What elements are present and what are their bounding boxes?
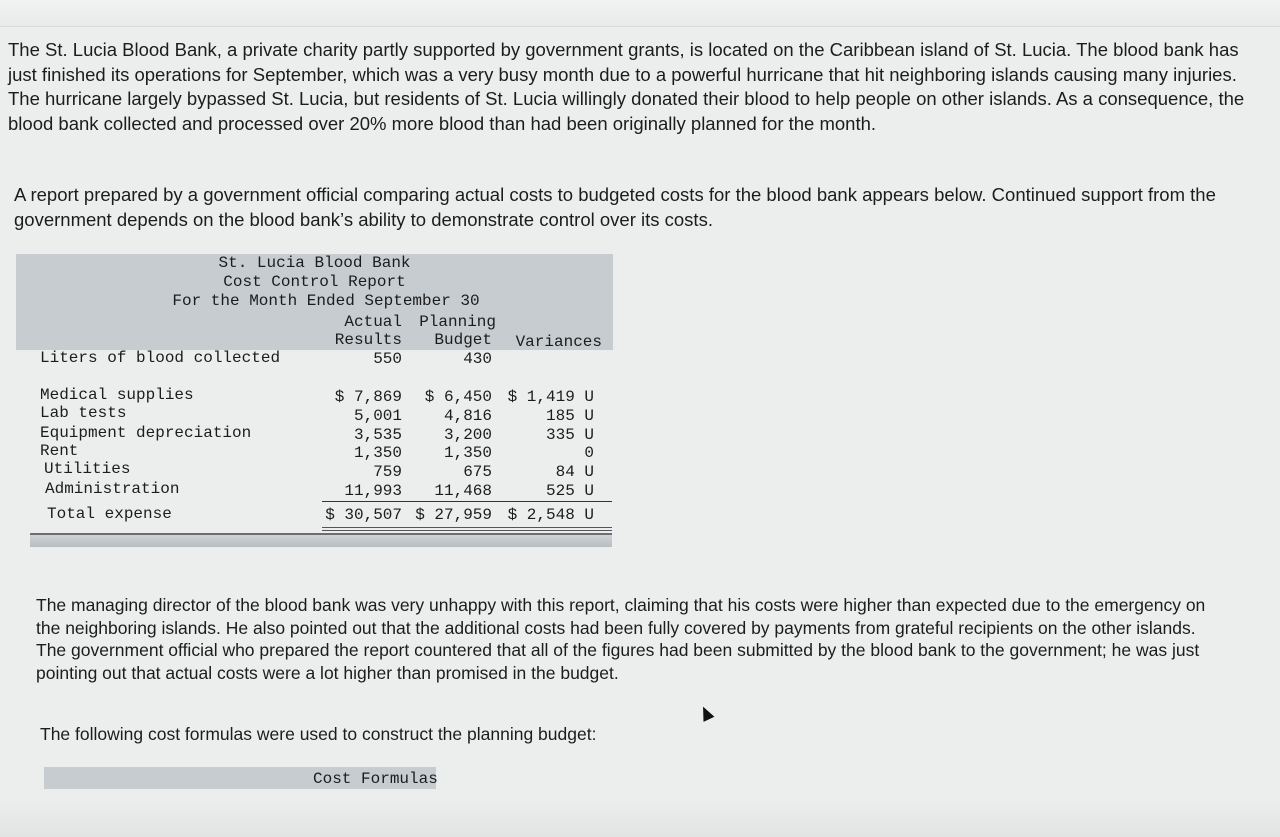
col-head-budget-1: Planning	[419, 313, 496, 331]
row-variance-utilities: 84 U	[555, 463, 594, 481]
total-budget: $ 27,959	[415, 506, 492, 524]
col-head-budget-2: Budget	[434, 331, 492, 349]
total-actual: $ 30,507	[325, 506, 402, 524]
row-budget-lab-tests: 4,816	[443, 407, 492, 425]
row-actual-utilities: 759	[373, 463, 402, 481]
cost-formulas-header: Cost Formulas	[313, 770, 438, 788]
col-head-variances: Variances	[515, 333, 602, 351]
row-variance-equipment-depreciation: 335 U	[545, 426, 594, 444]
row-actual-administration: 11,993	[344, 482, 402, 500]
report-title: St. Lucia Blood Bank	[218, 254, 411, 272]
row-label-administration: Administration	[45, 480, 180, 498]
liters-budget: 430	[463, 350, 492, 368]
row-variance-medical-supplies: $ 1,419 U	[507, 388, 594, 406]
browser-top-strip	[0, 0, 1280, 27]
row-budget-rent: 1,350	[443, 444, 492, 462]
row-actual-medical-supplies: $ 7,869	[334, 388, 402, 406]
liters-label: Liters of blood collected	[40, 349, 281, 367]
row-budget-administration: 11,468	[434, 482, 492, 500]
report-footer-bar	[30, 533, 612, 547]
row-label-lab-tests: Lab tests	[40, 404, 127, 422]
row-budget-utilities: 675	[463, 463, 492, 481]
subtotal-rule	[322, 501, 612, 502]
report-subtitle: Cost Control Report	[223, 273, 406, 291]
bottom-fade	[0, 800, 1280, 837]
row-actual-rent: 1,350	[353, 444, 402, 462]
row-variance-lab-tests: 185 U	[545, 407, 594, 425]
col-head-actual-1: Actual	[344, 313, 402, 331]
row-budget-equipment-depreciation: 3,200	[443, 426, 492, 444]
col-head-actual-2: Results	[334, 331, 402, 349]
row-actual-equipment-depreciation: 3,535	[353, 426, 402, 444]
total-label: Total expense	[47, 505, 172, 523]
row-variance-administration: 525 U	[545, 482, 594, 500]
report-intro-paragraph: A report prepared by a government official comparing actual costs to budgeted costs for the blood bank appears below. Continued support from the government depends on the blood bank’s ability to demonstrate control over its costs.	[14, 184, 1216, 230]
total-double-rule-bottom	[322, 530, 612, 531]
row-budget-medical-supplies: $ 6,450	[424, 388, 492, 406]
row-label-equipment-depreciation: Equipment depreciation	[40, 424, 252, 442]
row-variance-rent: 0	[584, 444, 594, 462]
report-period: For the Month Ended September 30	[172, 292, 480, 310]
total-variance: $ 2,548 U	[507, 506, 594, 524]
row-label-rent: Rent	[40, 442, 79, 460]
formulas-intro: The following cost formulas were used to construct the planning budget:	[40, 724, 597, 744]
total-double-rule-top	[322, 527, 612, 528]
row-label-utilities: Utilities	[44, 460, 131, 478]
intro-paragraph: The St. Lucia Blood Bank, a private charity partly supported by government grants, is located on the Caribbean island of St. Lucia. The blood bank has just finished its operations for September, which was a very busy month due to a powerful hurricane that hit neighboring islands causing many injuries. The hurricane largely bypassed St. Lucia, but residents of St. Lucia willingly donated their blood to help people on other islands. As a consequence, the blood bank collected and processed over 20% more blood than had been originally planned for the month.	[8, 39, 1245, 134]
liters-actual: 550	[373, 350, 402, 368]
mouse-cursor-icon	[698, 704, 715, 722]
row-label-medical-supplies: Medical supplies	[40, 386, 194, 404]
director-paragraph: The managing director of the blood bank was very unhappy with this report, claiming that his costs were higher than expected due to the emergency on the neighboring islands. He also pointed out that the additional costs had been fully covered by payments from grateful recipients on the other islands. The government official who prepared the report countered that all of the figures had been submitted by the blood bank to the government; he was just pointing out that actual costs were a lot higher than promised in the budget.	[36, 595, 1206, 683]
row-actual-lab-tests: 5,001	[353, 407, 402, 425]
